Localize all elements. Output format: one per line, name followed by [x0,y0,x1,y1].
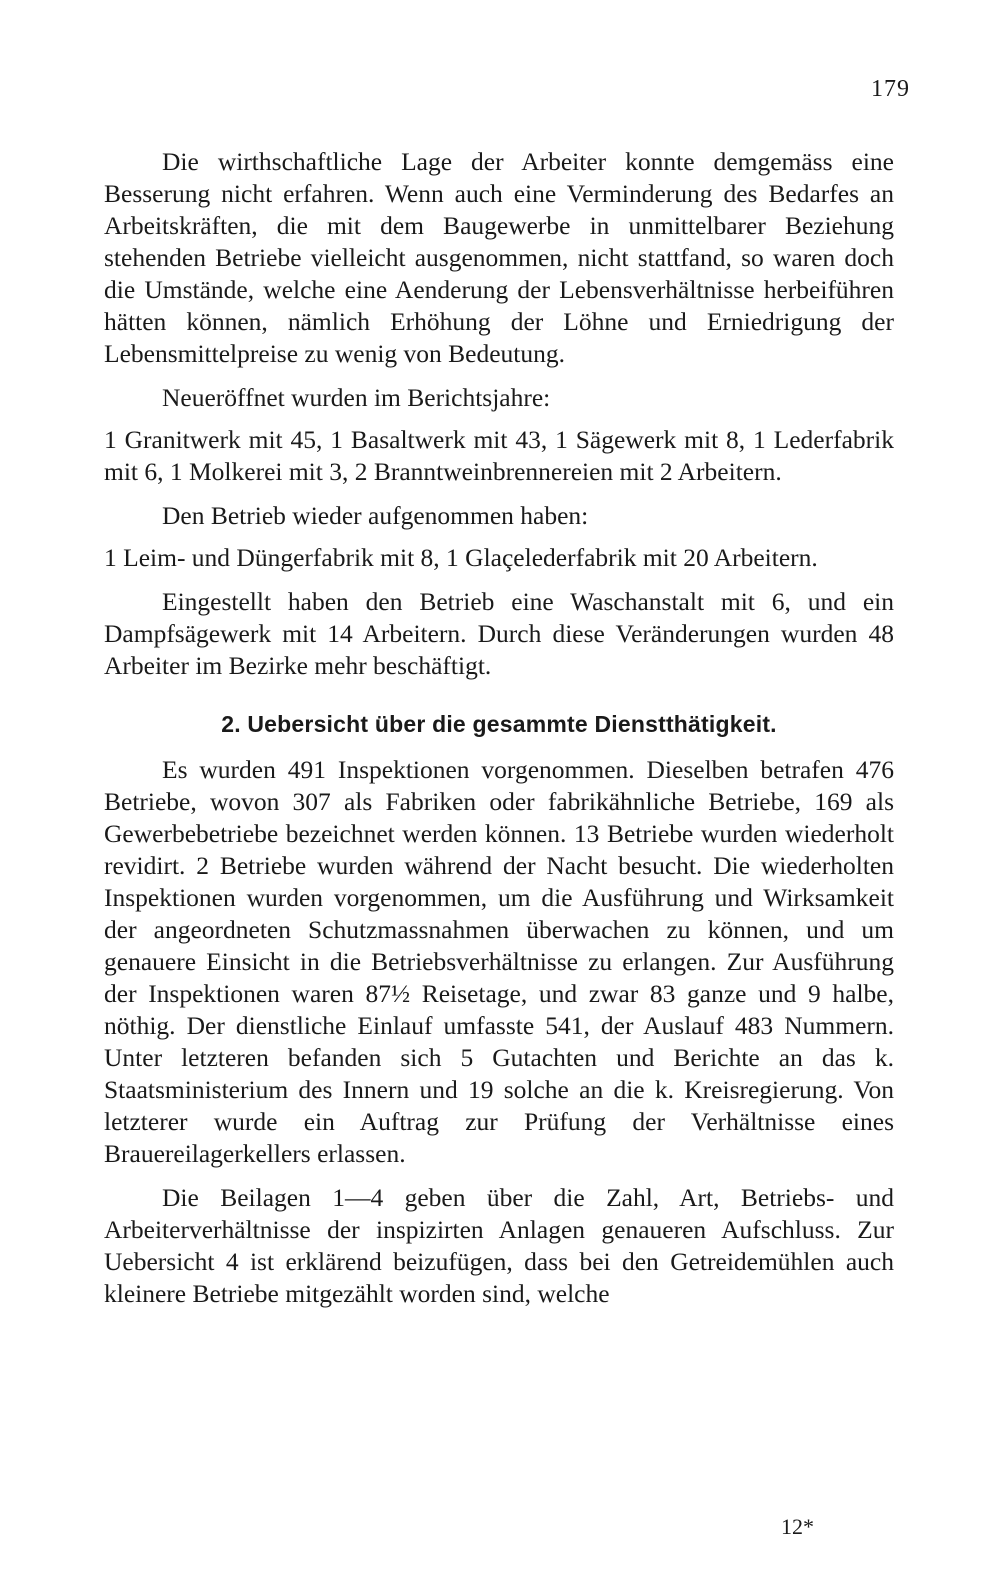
page-number: 179 [871,76,910,102]
paragraph-new-openings-intro: Neueröffnet wurden im Berichtsjahre: [162,383,551,412]
paragraph-appendices: Die Beilagen 1—4 geben über die Zahl, Art, Betriebs- und Arbeiterverhältnisse der inspizirten Anlagen genaueren Aufschluss. Zur Uebersicht 4 ist erklärend beizufügen, dass bei den Getreidemühlen auch kleinere Betriebe mitgezählt worden sind, welche [104,1183,894,1308]
paragraph-new-openings-list: 1 Granitwerk mit 45, 1 Basaltwerk mit 43, 1 Sägewerk mit 8, 1 Lederfabrik mit 6, 1 Molkerei mit 3, 2 Branntweinbrennereien mit 2 Arbeitern. [104,425,894,486]
paragraph-resumed-intro: Den Betrieb wieder aufgenommen haben: [162,501,589,530]
paragraph-inspections: Es wurden 491 Inspektionen vorgenommen. Dieselben betrafen 476 Betriebe, wovon 307 als Fabriken oder fabrikähnliche Betriebe, 169 als Gewerbebetriebe bezeichnet werden können. 13 Betriebe wurden wiederholt revidirt. 2 Betriebe wurden während der Nacht besucht. Die wiederholten Inspektionen wurden vorgenommen, um die Ausführung und Wirksamkeit der angeordneten Schutzmassnahmen überwachen zu können, und um genauere Einsicht in die Betriebsverhältnisse zu erlangen. Zur Ausführung der Inspektionen waren 87½ Reisetage, und zwar 83 ganze und 9 halbe, nöthig. Der dienstliche Einlauf umfasste 541, der Auslauf 483 Nummern. Unter letzteren befanden sich 5 Gutachten und Berichte an das k. Staatsministerium des Innern und 19 solche an die k. Kreisregierung. Von letzterer wurde ein Auftrag zur Prüfung der Verhältnisse eines Brauereilagerkellers erlassen. [104,755,894,1168]
section-heading: 2. Uebersicht über die gesammte Dienstthätigkeit. [221,711,777,737]
page-body [104,146,894,1322]
signature-mark: 12* [781,1514,814,1539]
paragraph-closures: Eingestellt haben den Betrieb eine Waschanstalt mit 6, und ein Dampfsägewerk mit 14 Arbeitern. Durch diese Veränderungen wurden 48 Arbeiter im Bezirke mehr beschäftigt. [104,587,894,680]
paragraph-economic-situation: Die wirthschaftliche Lage der Arbeiter konnte demgemäss eine Besserung nicht erfahren. Wenn auch eine Verminderung des Bedarfes an Arbeitskräften, die mit dem Baugewerbe in unmittelbarer Beziehung stehenden Betriebe vielleicht ausgenommen, nicht stattfand, so waren doch die Umstände, welche eine Aenderung der Lebensverhältnisse herbeiführen hätten können, nämlich Erhöhung der Löhne und Erniedrigung der Lebensmittelpreise zu wenig von Bedeutung. [104,147,894,368]
paragraph-resumed-list: 1 Leim- und Düngerfabrik mit 8, 1 Glaçelederfabrik mit 20 Arbeitern. [104,543,818,572]
